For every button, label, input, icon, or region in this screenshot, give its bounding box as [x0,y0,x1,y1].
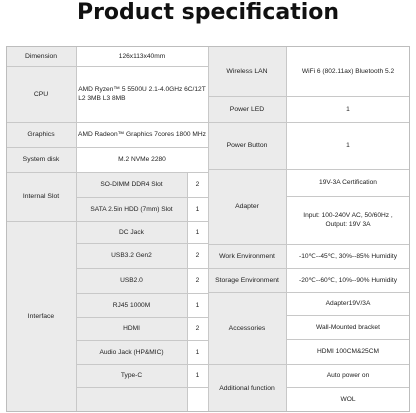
interface-count: 1 [195,228,200,236]
additional-function-item: Auto power on [326,372,370,379]
accessory-item: HDMI 100CM&25CM [317,348,379,355]
interface-count: 1 [195,301,200,309]
storage-environment-label: Storage Environment [215,276,279,284]
interface-name: USB2.0 [120,277,143,284]
interface-name: USB3.2 Gen2 [111,252,152,259]
page-title: Product specification [76,0,340,25]
spec-table [6,46,410,412]
dimension-label: Dimension [24,52,58,60]
slot-count: 1 [195,205,200,213]
interface-count: 1 [195,348,200,356]
wireless-lan-value: WiFi 6 (802.11ax) Bluetooth 5.2 [301,67,395,75]
cpu-value: AMD Ryzen™ 5 5500U 2.1-4.0GHz 6C/12T L2 3MB L3 8MB [78,86,206,102]
power-button-value: 1 [346,142,350,149]
dimension-value: 126x113x40mm [118,52,166,60]
internal-slot-label: Internal Slot [22,193,60,200]
graphics-label: Graphics [27,131,55,138]
graphics-value: AMD Radeon™ Graphics 7cores 1800 MHz [78,131,206,138]
interface-count: 2 [195,252,200,259]
interface-count: 1 [195,372,200,379]
slot-count: 2 [195,181,200,188]
interface-count: 2 [195,325,200,332]
slot-name: SATA 2.5in HDD (7mm) Slot [90,205,173,213]
adapter-label: Adapter [235,203,259,210]
interface-count: 2 [195,277,200,284]
accessory-item: Adapter19V/3A [325,300,371,307]
system-disk-label: System disk [22,156,60,163]
storage-environment-value: -20℃--60℃, 10%--90% Humidity [299,276,397,284]
interface-name: HDMI [123,325,140,332]
work-environment-label: Work Environment [219,252,275,260]
interface-name: Audio Jack (HP&MIC) [99,348,164,356]
power-button-label: Power Button [226,142,268,149]
wireless-lan-label: Wireless LAN [226,67,268,75]
interface-label: Interface [27,313,55,320]
adapter-certification: 19V-3A Certification [319,179,377,186]
interface-name: Type-C [120,372,143,379]
accessory-item: Wall-Mounted bracket [316,323,380,331]
accessories-label: Accessories [228,324,266,332]
interface-name: RJ45 1000M [112,301,151,309]
additional-function-label: Additional function [219,384,275,392]
interface-name: DC Jack [119,228,144,236]
power-led-value: 1 [346,105,350,113]
additional-function-item: WOL [340,396,356,403]
cpu-label: CPU [33,90,49,98]
adapter-input-output: Input: 100-240V AC, 50/60Hz , Output: 19V 3A [303,212,393,228]
system-disk-value: M.2 NVMe 2280 [118,156,166,163]
slot-name: SO-DIMM DDR4 Slot [100,181,163,188]
work-environment-value: -10℃--45℃, 30%--85% Humidity [299,252,397,260]
power-led-label: Power LED [229,105,265,113]
